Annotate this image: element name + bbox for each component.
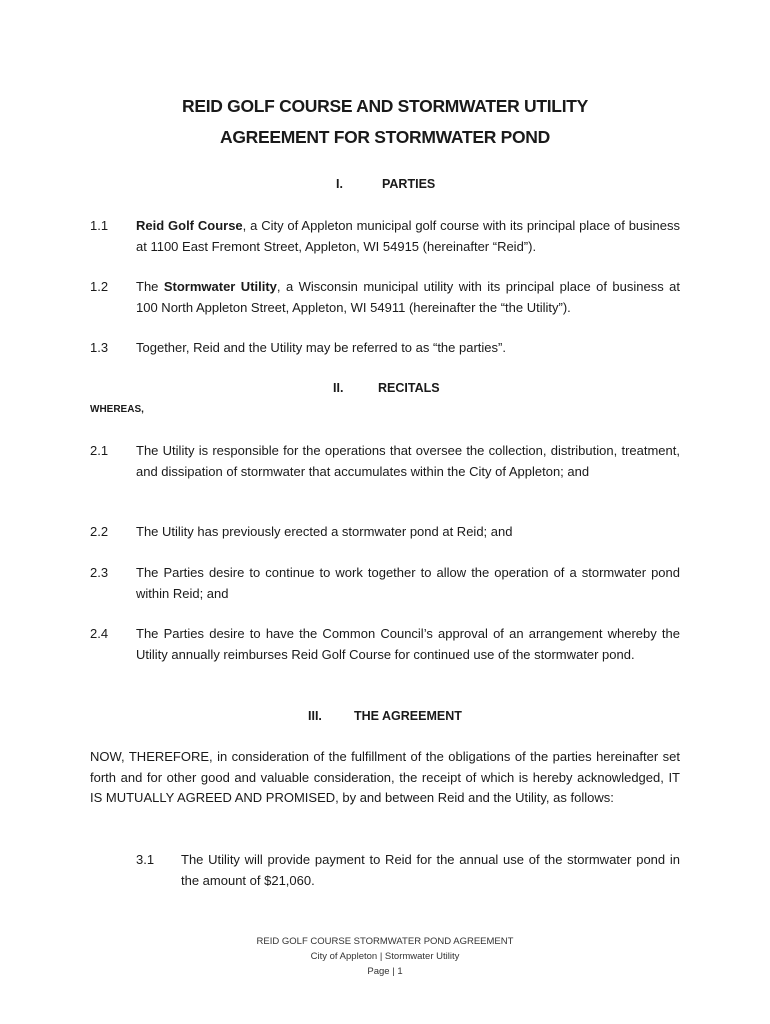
clause-2-1: The Utility is responsible for the operations that oversee the collection, distribution, treatment, and dissipation of stormwater that accumulates within the City of Appleton; and	[136, 443, 680, 479]
clause-1-1-party-name: Reid Golf Course	[136, 218, 243, 233]
clause-1-1	[136, 216, 680, 257]
clause-number-1-3: 1.3	[90, 340, 109, 355]
section-2-numeral: II.	[333, 381, 344, 395]
section-1-numeral: I.	[336, 177, 343, 191]
section-2-heading: RECITALS	[378, 381, 440, 395]
clause-1-3: Together, Reid and the Utility may be referred to as “the parties”.	[136, 340, 506, 355]
clause-2-3: The Parties desire to continue to work together to allow the operation of a stormwater pond within Reid; and	[136, 565, 680, 601]
footer-org: City of Appleton | Stormwater Utility	[310, 951, 460, 962]
clause-2-2: The Utility has previously erected a stormwater pond at Reid; and	[136, 524, 513, 539]
clause-1-2-prefix: The	[136, 279, 164, 294]
footer-title: REID GOLF COURSE STORMWATER POND AGREEMENT	[256, 936, 514, 947]
clause-3-1: The Utility will provide payment to Reid for the annual use of the stormwater pond in the amount of $21,060.	[181, 852, 680, 888]
clause-number-1-2: 1.2	[90, 279, 109, 294]
clause-1-2-text: , a Wisconsin municipal utility with its principal place of business at 100 North Appleton Street, Appleton, WI 54911 (hereinafter the “the Utility”).	[136, 279, 680, 315]
clause-number-2-1: 2.1	[90, 443, 109, 458]
page-number: Page | 1	[367, 966, 403, 977]
document-title-line-2: AGREEMENT FOR STORMWATER POND	[220, 127, 550, 147]
clause-number-2-4: 2.4	[90, 626, 109, 641]
clause-number-3-1: 3.1	[136, 852, 155, 867]
section-1-heading: PARTIES	[382, 177, 436, 191]
clause-1-2	[136, 277, 680, 318]
agreement-intro: NOW, THEREFORE, in consideration of the fulfillment of the obligations of the parties hereinafter set forth and for other good and valuable consideration, the receipt of which is hereby acknowledged, IT IS MUTUALLY AGREED AND PROMISED, by and between Reid and the Utility, as follows:	[90, 749, 680, 805]
clause-2-4: The Parties desire to have the Common Council’s approval of an arrangement whereby the Utility annually reimburses Reid Golf Course for continued use of the stormwater pond.	[136, 626, 680, 662]
section-3-numeral: III.	[308, 709, 322, 723]
clause-number-1-1: 1.1	[90, 218, 109, 233]
document-title-line-1: REID GOLF COURSE AND STORMWATER UTILITY	[181, 96, 589, 116]
clause-number-2-3: 2.3	[90, 565, 109, 580]
clause-1-2-party-name: Stormwater Utility	[163, 279, 277, 294]
section-3-heading: THE AGREEMENT	[354, 709, 462, 723]
clause-number-2-2: 2.2	[90, 524, 109, 539]
clause-1-1-text: , a City of Appleton municipal golf course with its principal place of business at 1100 East Fremont Street, Appleton, WI 54915 (hereinafter “Reid”).	[136, 218, 680, 254]
whereas-label: WHEREAS,	[90, 404, 144, 415]
